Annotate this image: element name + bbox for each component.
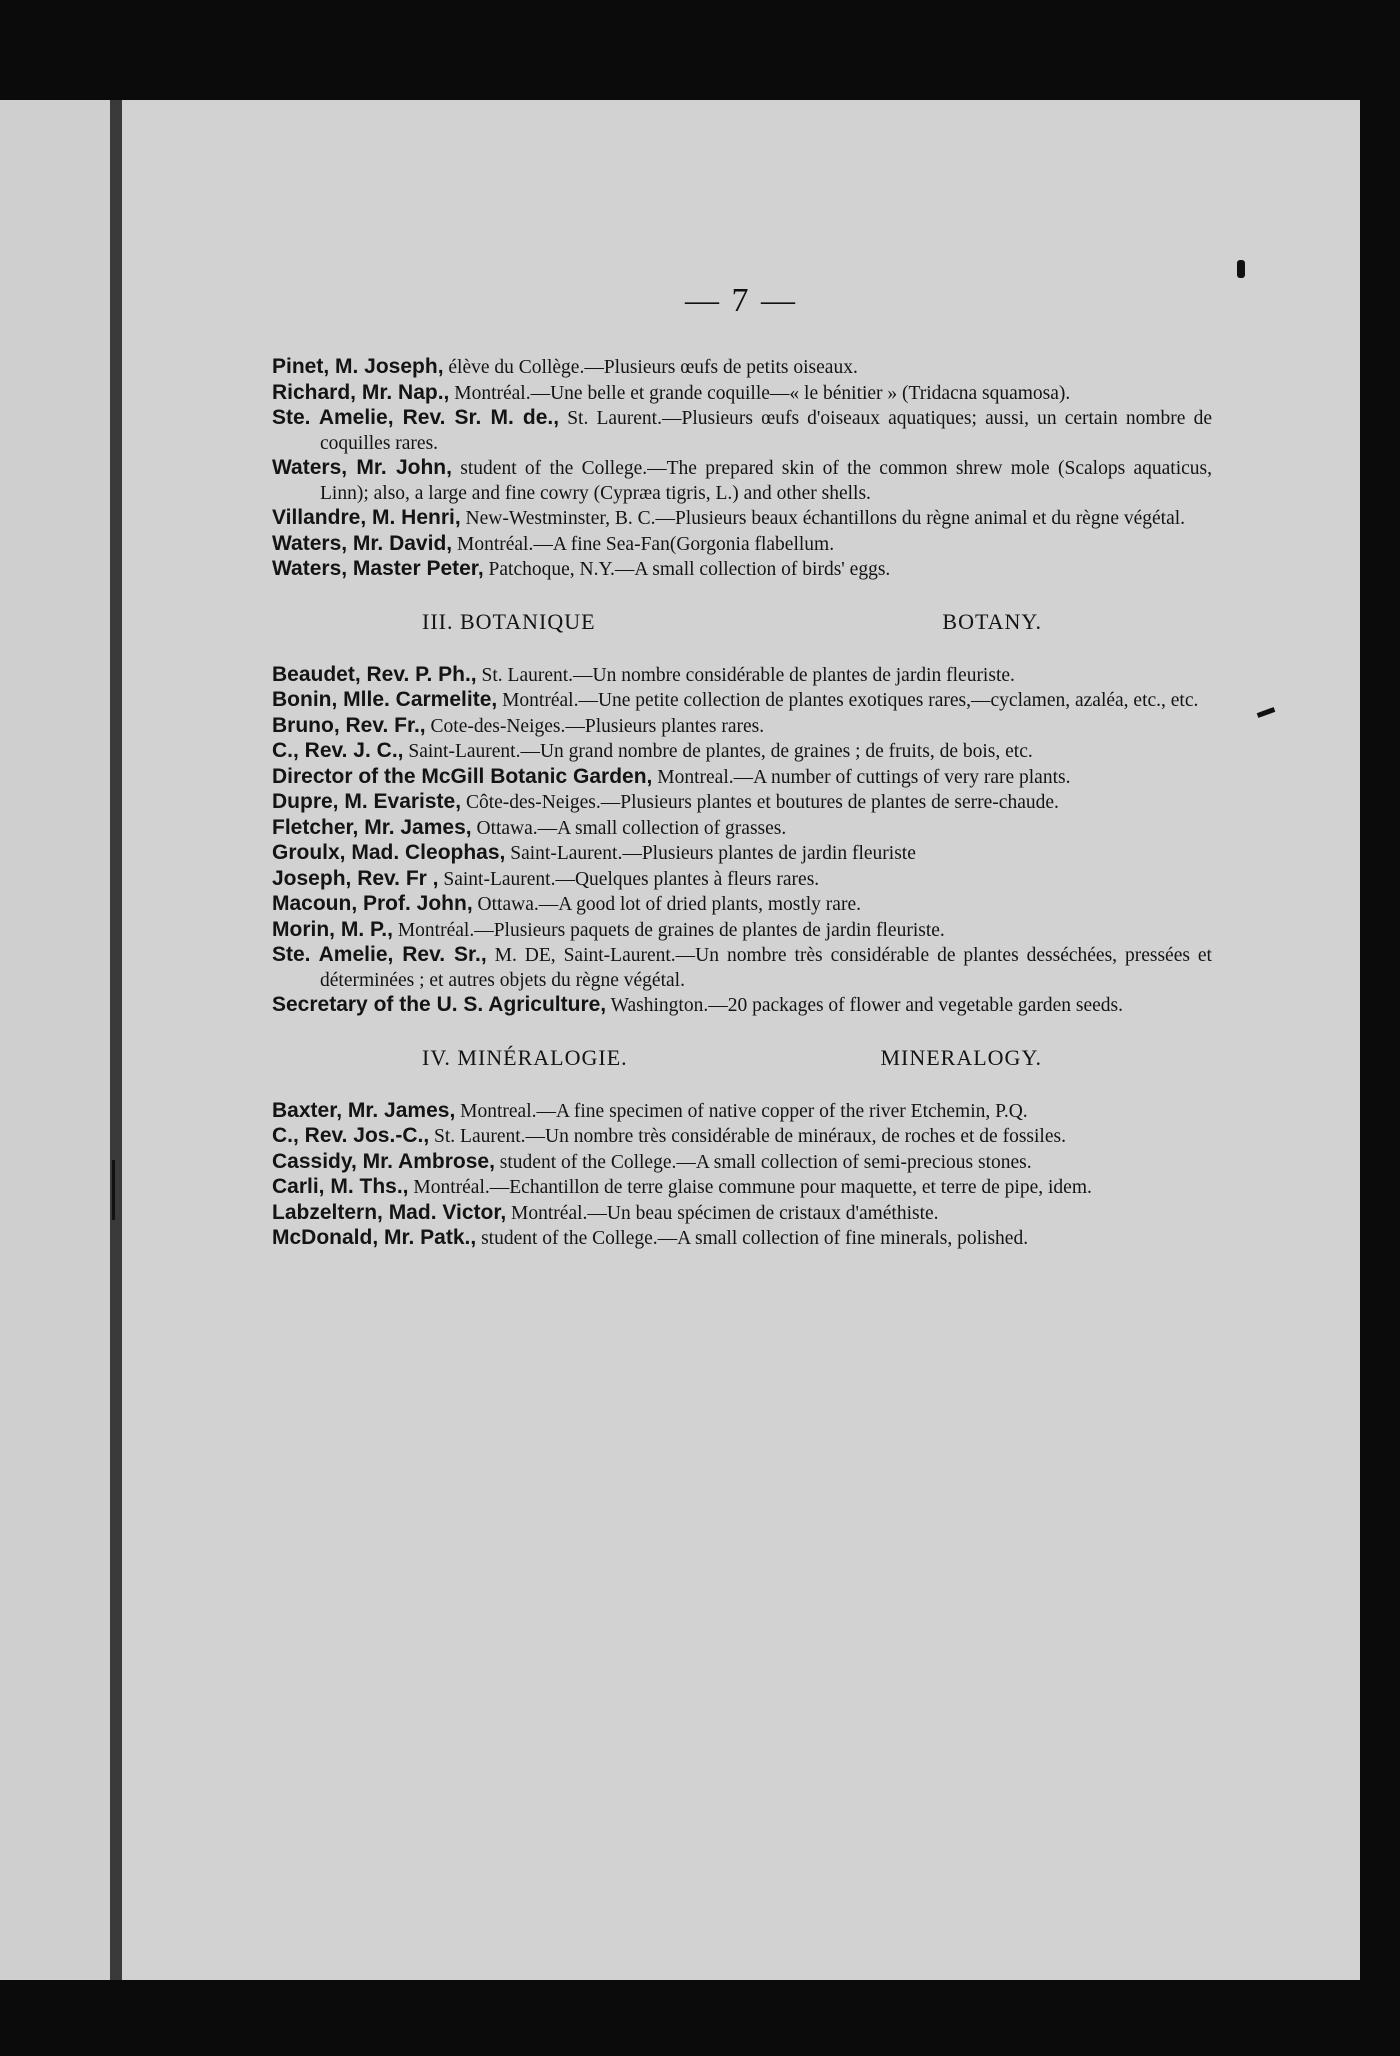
donor-name: Ste. Amelie, Rev. Sr., bbox=[272, 943, 487, 966]
donation-description: Ottawa.—A good lot of dried plants, mostly rare. bbox=[472, 894, 861, 915]
section-title-french: III. BOTANIQUE bbox=[422, 608, 596, 634]
donor-name: Villandre, M. Henri, bbox=[272, 506, 461, 529]
donor-name: C., Rev. Jos.-C., bbox=[272, 1124, 430, 1147]
donor-entry bbox=[272, 918, 1212, 944]
donation-description: Ottawa.—A small collection of grasses. bbox=[471, 817, 787, 839]
donor-entry bbox=[272, 892, 1212, 918]
donor-entry bbox=[272, 1226, 1212, 1252]
section-title-english: MINERALOGY. bbox=[880, 1044, 1042, 1070]
donor-entry bbox=[272, 943, 1212, 993]
donor-name: Baxter, Mr. James, bbox=[272, 1098, 456, 1122]
donation-description: Saint-Laurent.—Un grand nombre de plantes, de graines ; de fruits, de bois, etc. bbox=[403, 741, 1033, 762]
section-title-english: BOTANY. bbox=[942, 608, 1042, 634]
donor-name: Director of the McGill Botanic Garden, bbox=[272, 764, 653, 788]
donor-entry bbox=[272, 663, 1212, 689]
donor-name: Carli, M. Ths., bbox=[272, 1175, 409, 1198]
donation-description: Montréal.—Echantillon de terre glaise commune pour maquette, et terre de pipe, idem. bbox=[408, 1177, 1092, 1198]
donation-description: St. Laurent.—Un nombre considérable de plantes de jardin fleuriste. bbox=[476, 664, 1015, 686]
botany-entries bbox=[272, 663, 1212, 1019]
section-title-french: IV. MINÉRALOGIE. bbox=[422, 1044, 628, 1070]
donor-entry bbox=[272, 841, 1212, 867]
donation-description: Montréal.—Une belle et grande coquille—« le bénitier » (Tridacna squamosa). bbox=[449, 382, 1071, 404]
donor-name: Bonin, Mlle. Carmelite, bbox=[272, 688, 498, 711]
donor-entry bbox=[272, 688, 1212, 714]
donor-name: Labzeltern, Mad. Victor, bbox=[272, 1200, 507, 1224]
donor-name: Dupre, M. Evariste, bbox=[272, 790, 462, 813]
section-heading-mineralogy bbox=[272, 1045, 1212, 1071]
donor-name: C., Rev. J. C., bbox=[272, 739, 404, 762]
zoology-entries bbox=[272, 355, 1212, 583]
donor-entry bbox=[272, 381, 1212, 407]
donor-entry bbox=[272, 714, 1212, 740]
donation-description: Montréal.—Plusieurs paquets de graines de plantes de jardin fleuriste. bbox=[392, 919, 945, 941]
donation-description: Montréal.—Un beau spécimen de cristaux d'améthiste. bbox=[506, 1202, 939, 1224]
donor-name: Bruno, Rev. Fr., bbox=[272, 713, 426, 737]
donation-description: New-Westminster, B. C.—Plusieurs beaux échantillons du règne animal et du règne végétal. bbox=[460, 508, 1186, 529]
donation-description: Saint-Laurent.—Plusieurs plantes de jardin fleuriste bbox=[505, 843, 916, 864]
donor-name: Fletcher, Mr. James, bbox=[272, 815, 472, 839]
donor-name: Joseph, Rev. Fr , bbox=[272, 866, 439, 890]
donation-description: St. Laurent.—Plusieurs œufs d'oiseaux aquatiques; aussi, un certain nombre de coquilles rares. bbox=[320, 408, 1212, 454]
page-number: — 7 — bbox=[685, 282, 797, 319]
donation-description: Saint-Laurent.—Quelques plantes à fleurs rares. bbox=[438, 868, 820, 890]
donation-description: M. DE, Saint-Laurent.—Un nombre très considérable de plantes desséchées, pressées et déterminées ; et autres objets du règne végétal. bbox=[320, 945, 1212, 991]
donation-description: Montréal.—Une petite collection de plantes exotiques rares,—cyclamen, azaléa, etc., etc. bbox=[497, 690, 1199, 711]
donor-entry bbox=[272, 406, 1212, 456]
donor-entry bbox=[272, 1124, 1212, 1150]
donor-name: McDonald, Mr. Patk., bbox=[272, 1226, 477, 1249]
donor-entry bbox=[272, 506, 1212, 532]
page-gutter bbox=[110, 100, 122, 1980]
ink-speck bbox=[1257, 707, 1276, 718]
donation-description: Montreal.—A number of cuttings of very rare plants. bbox=[652, 766, 1071, 788]
donor-name: Waters, Mr. David, bbox=[272, 531, 453, 555]
donor-entry bbox=[272, 456, 1212, 506]
donation-description: Côte-des-Neiges.—Plusieurs plantes et boutures de plantes de serre-chaude. bbox=[461, 792, 1059, 813]
donor-entry bbox=[272, 1099, 1212, 1125]
donor-name: Macoun, Prof. John, bbox=[272, 892, 473, 915]
donor-entry bbox=[272, 1175, 1212, 1201]
donor-entry bbox=[272, 739, 1212, 765]
donor-entry bbox=[272, 993, 1212, 1019]
donor-entry bbox=[272, 790, 1212, 816]
margin-pencil-mark bbox=[112, 1160, 115, 1220]
mineralogy-entries bbox=[272, 1099, 1212, 1252]
donor-name: Cassidy, Mr. Ambrose, bbox=[272, 1149, 495, 1173]
donation-description: Montreal.—A fine specimen of native copper of the river Etchemin, P.Q. bbox=[455, 1100, 1028, 1122]
donor-name: Groulx, Mad. Cleophas, bbox=[272, 841, 506, 864]
adjacent-page-edge bbox=[0, 100, 110, 1980]
donor-entry bbox=[272, 1150, 1212, 1176]
ink-speck bbox=[1237, 260, 1245, 278]
donor-entry bbox=[272, 765, 1212, 791]
donor-entry bbox=[272, 355, 1212, 381]
donation-description: student of the College.—The prepared skin of the common shrew mole (Scalops aquaticus, Linn); also, a large and fine cowry (Cypræa tigris, L.) and other shells. bbox=[320, 458, 1213, 504]
donor-name: Morin, M. P., bbox=[272, 917, 393, 941]
donor-entry bbox=[272, 867, 1212, 893]
donation-description: Patchoque, N.Y.—A small collection of birds' eggs. bbox=[483, 559, 891, 580]
donation-description: Cote-des-Neiges.—Plusieurs plantes rares. bbox=[425, 715, 765, 737]
donation-description: élève du Collège.—Plusieurs œufs de petits oiseaux. bbox=[443, 357, 858, 378]
donation-description: student of the College.—A small collection of fine minerals, polished. bbox=[476, 1228, 1029, 1249]
donor-entry bbox=[272, 557, 1212, 583]
donation-description: student of the College.—A small collection of semi-precious stones. bbox=[494, 1151, 1032, 1173]
donor-name: Secretary of the U. S. Agriculture, bbox=[272, 993, 607, 1016]
donor-entry bbox=[272, 532, 1212, 558]
donation-description: Montréal.—A fine Sea-Fan(Gorgonia flabellum. bbox=[452, 533, 835, 555]
donor-name: Waters, Master Peter, bbox=[272, 557, 484, 580]
section-heading-botany bbox=[272, 609, 1212, 635]
donation-description: Washington.—20 packages of flower and vegetable garden seeds. bbox=[606, 995, 1123, 1016]
donor-name: Pinet, M. Joseph, bbox=[272, 355, 444, 378]
donor-name: Waters, Mr. John, bbox=[272, 456, 452, 479]
donor-name: Ste. Amelie, Rev. Sr. M. de., bbox=[272, 406, 560, 429]
document-body bbox=[272, 355, 1212, 1252]
donation-description: St. Laurent.—Un nombre très considérable de minéraux, de roches et de fossiles. bbox=[429, 1126, 1066, 1147]
donor-name: Beaudet, Rev. P. Ph., bbox=[272, 662, 477, 686]
donor-entry bbox=[272, 816, 1212, 842]
donor-name: Richard, Mr. Nap., bbox=[272, 380, 450, 404]
document-page bbox=[122, 100, 1360, 1980]
donor-entry bbox=[272, 1201, 1212, 1227]
